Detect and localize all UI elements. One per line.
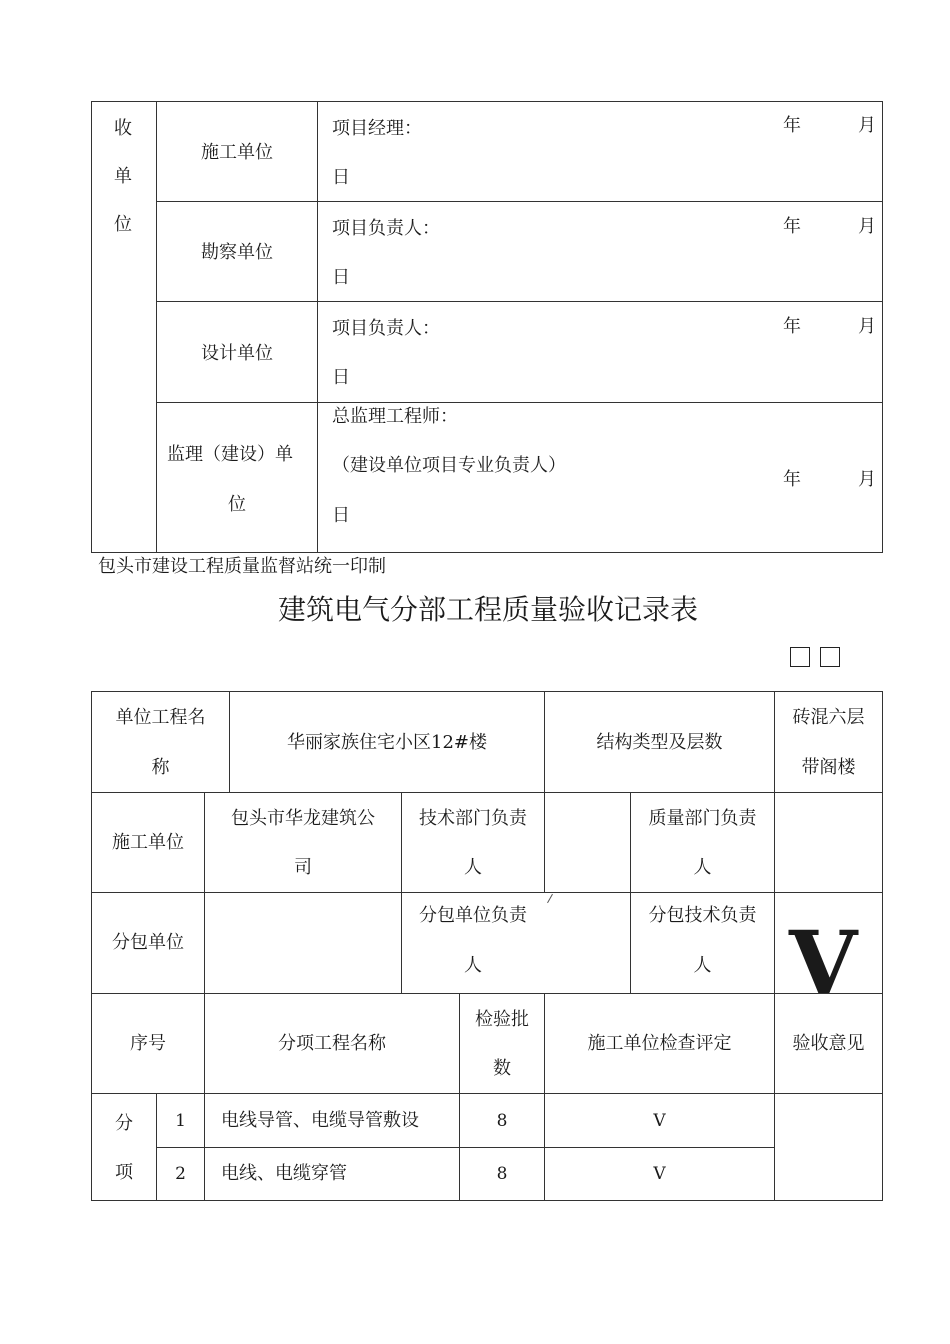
item-no: 1 — [175, 1111, 186, 1131]
contractor-label: 施工单位 — [112, 832, 184, 853]
group-label-cont: 项 — [115, 1162, 133, 1183]
quality-head-label: 质量部门负责 — [648, 808, 757, 829]
day-label: 日 — [332, 267, 350, 288]
year-label: 年 — [783, 115, 801, 136]
tech-head-label-cont: 人 — [464, 857, 482, 878]
project-name-label-cont: 称 — [151, 757, 170, 778]
year-label: 年 — [783, 316, 801, 337]
role-label: 总监理工程师： — [332, 406, 458, 427]
group-label: 分 — [115, 1113, 133, 1134]
month-label: 月 — [858, 316, 876, 337]
checkbox[interactable] — [790, 647, 810, 667]
item-eval: V — [653, 1111, 666, 1131]
project-name-label: 单位工程名 — [115, 707, 206, 728]
month-label: 月 — [858, 216, 876, 237]
tech-head-label: 技术部门负责 — [419, 808, 527, 829]
subcontractor-label: 分包单位 — [112, 932, 184, 953]
role-label-secondary: （建设单位项目专业负责人） — [332, 455, 566, 476]
checkbox[interactable] — [820, 647, 840, 667]
item-name: 电线、电缆穿管 — [221, 1163, 347, 1184]
side-label-char: 收 — [114, 118, 132, 139]
item-name: 电线导管、电缆导管敷设 — [221, 1110, 419, 1131]
col-opinion-header: 验收意见 — [792, 1033, 865, 1054]
role-label: 项目经理： — [332, 118, 422, 139]
day-label: 日 — [332, 505, 350, 526]
role-label: 项目负责人： — [332, 218, 440, 239]
structure-value: 砖混六层 — [792, 707, 865, 728]
item-batches: 8 — [496, 1111, 508, 1131]
stray-mark — [547, 894, 553, 903]
item-eval: V — [653, 1164, 666, 1184]
sub-head-label-cont: 人 — [464, 955, 482, 976]
col-batch-header: 检验批 — [475, 1009, 529, 1030]
day-label: 日 — [332, 167, 350, 188]
unit-label-cont: 位 — [228, 494, 246, 515]
side-label-char: 位 — [114, 214, 132, 235]
sub-tech-label: 分包技术负责 — [648, 905, 757, 926]
quality-head-label-cont: 人 — [693, 857, 712, 878]
col-seq-header: 序号 — [130, 1033, 166, 1054]
role-label: 项目负责人： — [332, 318, 440, 339]
col-name-header: 分项工程名称 — [278, 1033, 386, 1054]
footer-note: 包头市建设工程质量监督站统一印制 — [98, 556, 386, 577]
form-title: 建筑电气分部工程质量验收记录表 — [277, 593, 698, 626]
col-batch-header-cont: 数 — [493, 1058, 511, 1079]
day-label: 日 — [332, 367, 350, 388]
unit-label: 勘察单位 — [201, 242, 273, 263]
unit-label: 监理（建设）单 — [167, 444, 293, 465]
structure-value-cont: 带阁楼 — [801, 757, 856, 778]
year-label: 年 — [783, 469, 801, 490]
contractor-value: 包头市华龙建筑公 — [231, 808, 375, 829]
month-label: 月 — [858, 469, 876, 490]
big-check-mark: V — [789, 911, 858, 993]
project-name: 华丽家族住宅小区12#楼 — [287, 732, 487, 753]
sub-head-label: 分包单位负责 — [419, 905, 527, 926]
item-no: 2 — [175, 1164, 186, 1184]
col-eval-header: 施工单位检查评定 — [587, 1033, 732, 1054]
structure-label: 结构类型及层数 — [596, 732, 723, 753]
side-label-char: 单 — [114, 166, 132, 187]
sub-tech-label-cont: 人 — [693, 955, 712, 976]
contractor-value-cont: 司 — [294, 857, 312, 878]
year-label: 年 — [783, 216, 801, 237]
unit-label: 施工单位 — [201, 142, 273, 163]
unit-label: 设计单位 — [201, 343, 273, 364]
item-batches: 8 — [496, 1164, 508, 1184]
big-check-mark-clip — [775, 893, 882, 993]
month-label: 月 — [858, 115, 876, 136]
